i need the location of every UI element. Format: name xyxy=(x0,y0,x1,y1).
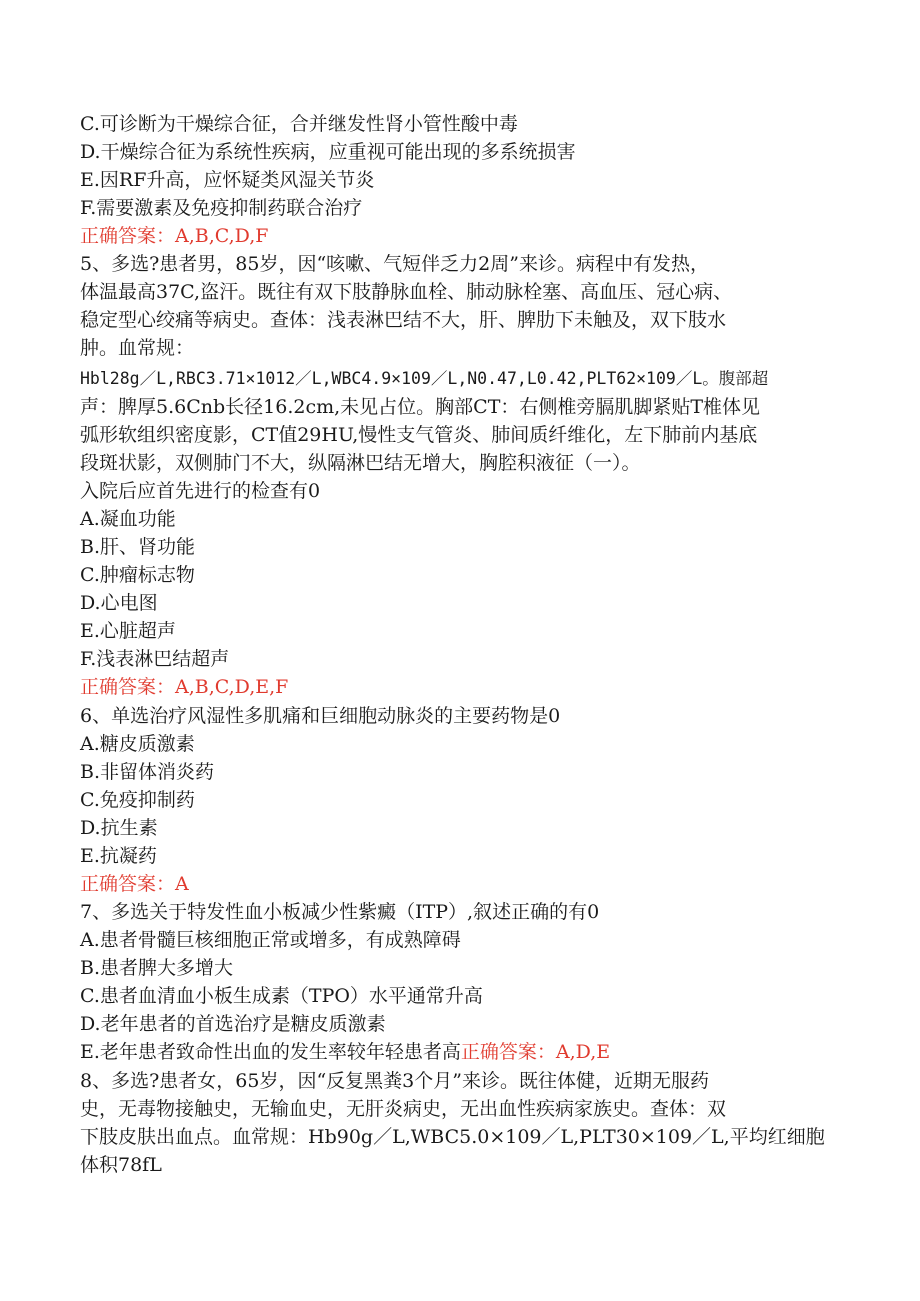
q7-option-a: A.患者骨髓巨核细胞正常或增多，有成熟障碍 xyxy=(80,929,461,951)
q7-stem: 7、多选关于特发性血小板减少性紫癜（ITP）,叙述正确的有0 xyxy=(80,901,600,923)
q4-answer: 正确答案：A,B,C,D,F xyxy=(80,225,269,247)
q7-option-e-with-answer xyxy=(80,1039,850,1065)
q6-option-d: D.抗生素 xyxy=(80,817,158,839)
q4-option-d: D.干燥综合征为系统性疾病，应重视可能出现的多系统损害 xyxy=(80,141,576,163)
q8-stem-line: 体积78fL xyxy=(80,1154,162,1176)
q7-option-c: C.患者血清血小板生成素（TPO）水平通常升高 xyxy=(80,985,483,1007)
q4-option-c: C.可诊断为干燥综合征，合并继发性肾小管性酸中毒 xyxy=(80,113,518,135)
q7-option-d: D.老年患者的首选治疗是糖皮质激素 xyxy=(80,1013,386,1035)
q5-option-c: C.肿瘤标志物 xyxy=(80,564,195,586)
q8-stem-line: 下肢皮肤出血点。血常规：Hb90g／L,WBC5.0×109／L,PLT30×109／L,平均红细胞 xyxy=(80,1126,825,1148)
q6-answer: 正确答案：A xyxy=(80,873,189,895)
q6-option-c: C.免疫抑制药 xyxy=(80,789,195,811)
q4-option-f: F.需要激素及免疫抑制药联合治疗 xyxy=(80,197,363,219)
q5-lab-values: Hbl28g／L,RBC3.71×1012／L,WBC4.9×109／L,N0.47,L0.42,PLT62×109／L。腹部超 xyxy=(80,369,769,388)
q5-option-d: D.心电图 xyxy=(80,592,158,614)
q5-option-e: E.心脏超声 xyxy=(80,620,176,642)
q5-stem-line: 声：脾厚5.6Cnb长径16.2cm,未见占位。胸部CT：右侧椎旁膈肌脚紧贴T椎体见 xyxy=(80,396,761,418)
q8-stem-line: 8、多选?患者女，65岁，因“反复黑粪3个月”来诊。既往体健，近期无服药 xyxy=(80,1070,709,1092)
q6-option-b: B.非留体消炎药 xyxy=(80,761,215,783)
q8-stem-line: 史，无毒物接触史，无输血史，无肝炎病史，无出血性疾病家族史。查体：双 xyxy=(80,1098,727,1120)
q5-stem-line: 弧形软组织密度影，CT值29HU,慢性支气管炎、肺间质纤维化，左下肺前内基底 xyxy=(80,424,758,446)
q6-option-a: A.糖皮质激素 xyxy=(80,733,195,755)
q5-stem-line: 肿。血常规： xyxy=(80,337,195,359)
q5-stem-line: 体温最高37C,盗汗。既往有双下肢静脉血栓、肺动脉栓塞、高血压、冠心病、 xyxy=(80,281,733,303)
q6-stem: 6、单选治疗风湿性多肌痛和巨细胞动脉炎的主要药物是0 xyxy=(80,705,561,727)
q5-option-f: F.浅表淋巴结超声 xyxy=(80,648,230,670)
q5-stem-line: 段斑状影，双侧肺门不大，纵隔淋巴结无增大，胸腔积液征（一）。 xyxy=(80,452,641,474)
q5-option-a: A.凝血功能 xyxy=(80,508,176,530)
q7-answer: 正确答案：A,D,E xyxy=(460,1041,611,1063)
q5-stem-line: 5、多选?患者男，85岁，因“咳嗽、气短伴乏力2周”来诊。病程中有发热， xyxy=(80,253,709,275)
q7-option-b: B.患者脾大多增大 xyxy=(80,957,234,979)
q7-option-e: E.老年患者致命性出血的发生率较年轻患者高 xyxy=(80,1041,461,1063)
q5-answer: 正确答案：A,B,C,D,E,F xyxy=(80,676,289,698)
q5-question: 入院后应首先进行的检查有0 xyxy=(80,480,321,502)
q5-option-b: B.肝、肾功能 xyxy=(80,536,196,558)
q4-option-e: E.因RF升高，应怀疑类风湿关节炎 xyxy=(80,169,375,191)
q5-stem-line: 稳定型心绞痛等病史。查体：浅表淋巴结不大，肝、脾肋下未触及，双下肢水 xyxy=(80,309,727,331)
q6-option-e: E.抗凝药 xyxy=(80,845,157,867)
